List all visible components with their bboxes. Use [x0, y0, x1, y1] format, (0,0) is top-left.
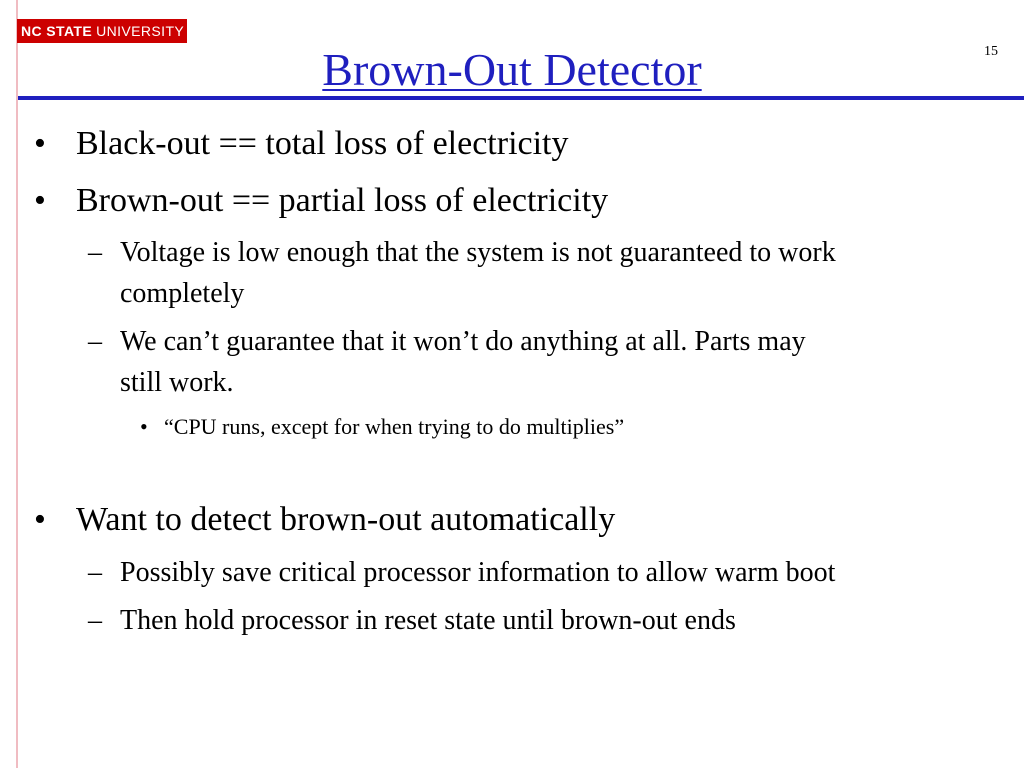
slide-title: Brown-Out Detector [322, 44, 702, 95]
bullet-marker: • [34, 501, 46, 538]
bullet-item: Want to detect brown-out automatically [76, 501, 616, 538]
small-bullet-marker: • [140, 414, 148, 439]
sub-bullet-item: Possibly save critical processor information to allow warm boot [120, 557, 836, 588]
logo-light-text: UNIVERSITY [96, 23, 185, 39]
sub-bullet-item-continued: still work. [120, 367, 234, 398]
sub-bullet-item: Voltage is low enough that the system is not guaranteed to work [120, 237, 836, 268]
dash-marker: – [88, 557, 102, 588]
sub-bullet-item: Then hold processor in reset state until brown-out ends [120, 605, 736, 636]
dash-marker: – [88, 605, 102, 636]
bullet-item: Black-out == total loss of electricity [76, 125, 569, 162]
page-number: 15 [984, 44, 998, 59]
sub-sub-bullet-item: “CPU runs, except for when trying to do multiplies” [164, 414, 625, 439]
dash-marker: – [88, 326, 102, 357]
dash-marker: – [88, 237, 102, 268]
bullet-marker: • [34, 182, 46, 219]
bullet-marker: • [34, 125, 46, 162]
sub-bullet-item: We can’t guarantee that it won’t do anything at all. Parts may [120, 326, 806, 357]
logo-bold-text: NC STATE [21, 23, 93, 39]
bullet-item: Brown-out == partial loss of electricity [76, 182, 609, 219]
sub-bullet-item-continued: completely [120, 278, 245, 309]
